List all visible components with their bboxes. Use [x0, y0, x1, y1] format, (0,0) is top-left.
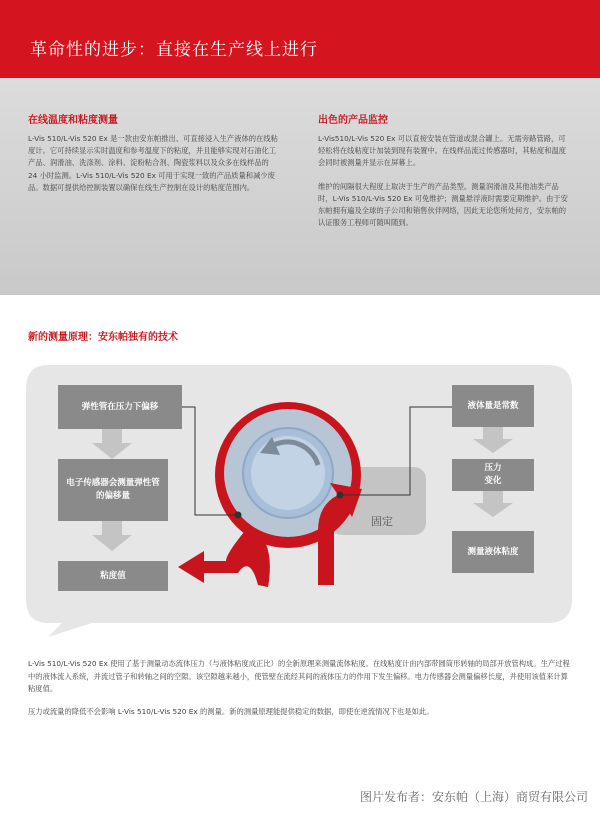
right-column-paragraph-2: 维护的间隔很大程度上取决于生产的产品类型。测量润滑油及其他油类产品时，L-Vis 510/L-Vis 520 Ex 可免维护；测量悬浮液时需要定期维护。由于安东帕拥有遍及全球的子公司和销售伙伴网络，因此无论您所处何方，安东帕的认证服务工程师可随叫随到。: [318, 181, 568, 228]
step-tube-deflection: 弹性管在压力下偏移: [58, 385, 182, 429]
fixed-label: 固定: [371, 515, 393, 528]
principle-heading: 新的测量原理：安东帕独有的技术: [28, 332, 178, 343]
image-credit: 图片发布者：安东帕（上海）商贸有限公司: [359, 790, 588, 804]
right-column-paragraph-1: L-Vis510/L-Vis 520 Ex 可以直接安装在管道或混合罐上。无需旁路管路，可轻松将在线粘度计加装到现有装置中。在线样品流过传感器时，其粘度和温度会同时被测量并显示在屏幕上。: [318, 134, 567, 168]
principle-paragraph-2: 压力或流量的降低不会影响 L-Vis 510/L-Vis 520 Ex 的测量。新的测量原理能提供稳定的数据，即使在逆流情况下也是如此。: [28, 706, 434, 716]
connector-right-dot: [337, 492, 344, 499]
connector-left-dot: [235, 512, 242, 519]
right-column-heading: 出色的产品监控: [318, 115, 388, 126]
left-column-paragraph: L-Vis 510/L-Vis 520 Ex 是一款由安东帕推出、可直接浸入生产液体的在线粘度计。它可持续显示实时温度和参考温度下的粘度，并且能够实现对石油化工产品、润滑油、洗涤剂、涂料、淀粉粘合剂、陶瓷浆料以及众多在线样品的 24 小时监测。L-Vis 510/L-Vis 520 Ex 可用于实现一致的产品质量和减少废品。数据可提供给控制装置以确保在线生产控制在设计的粘度范围内。: [28, 134, 278, 192]
header-banner: [0, 0, 600, 78]
step-viscosity-value: 粘度值: [58, 561, 168, 591]
step-pressure-change: 压力 变化: [452, 459, 534, 491]
measurement-principle-diagram: [0, 355, 600, 645]
right-column-text: [318, 133, 570, 240]
rotor-highlight: [251, 436, 325, 510]
principle-description: [28, 658, 573, 728]
step-measure-viscosity: 测量液体粘度: [452, 531, 534, 573]
step-sensor-measure: 电子传感器会测量弹性管的偏移量: [58, 459, 168, 521]
principle-paragraph-1: L-Vis 510/L-Vis 520 Ex 使用了基于测量动态流体压力（与液体粘度成正比）的全新原理来测量流体粘度。在线粘度计由内部带圆筒形转轴的局部开放管构成。生产过程中的液体流入系统，并流过管子和转轴之间的空隙。该空隙越来越小，使管壁在流经其间的液体压力的作用下发生偏移。电力传感器会测量偏移长度，并使用该值来计算粘度值。: [28, 659, 570, 693]
left-column-heading: 在线温度和粘度测量: [28, 115, 118, 126]
page-title-line-1: 革命性的进步：直接在生产线上进行: [30, 40, 318, 60]
step-constant-volume: 液体量是常数: [452, 385, 534, 427]
left-column-text: [28, 133, 278, 205]
